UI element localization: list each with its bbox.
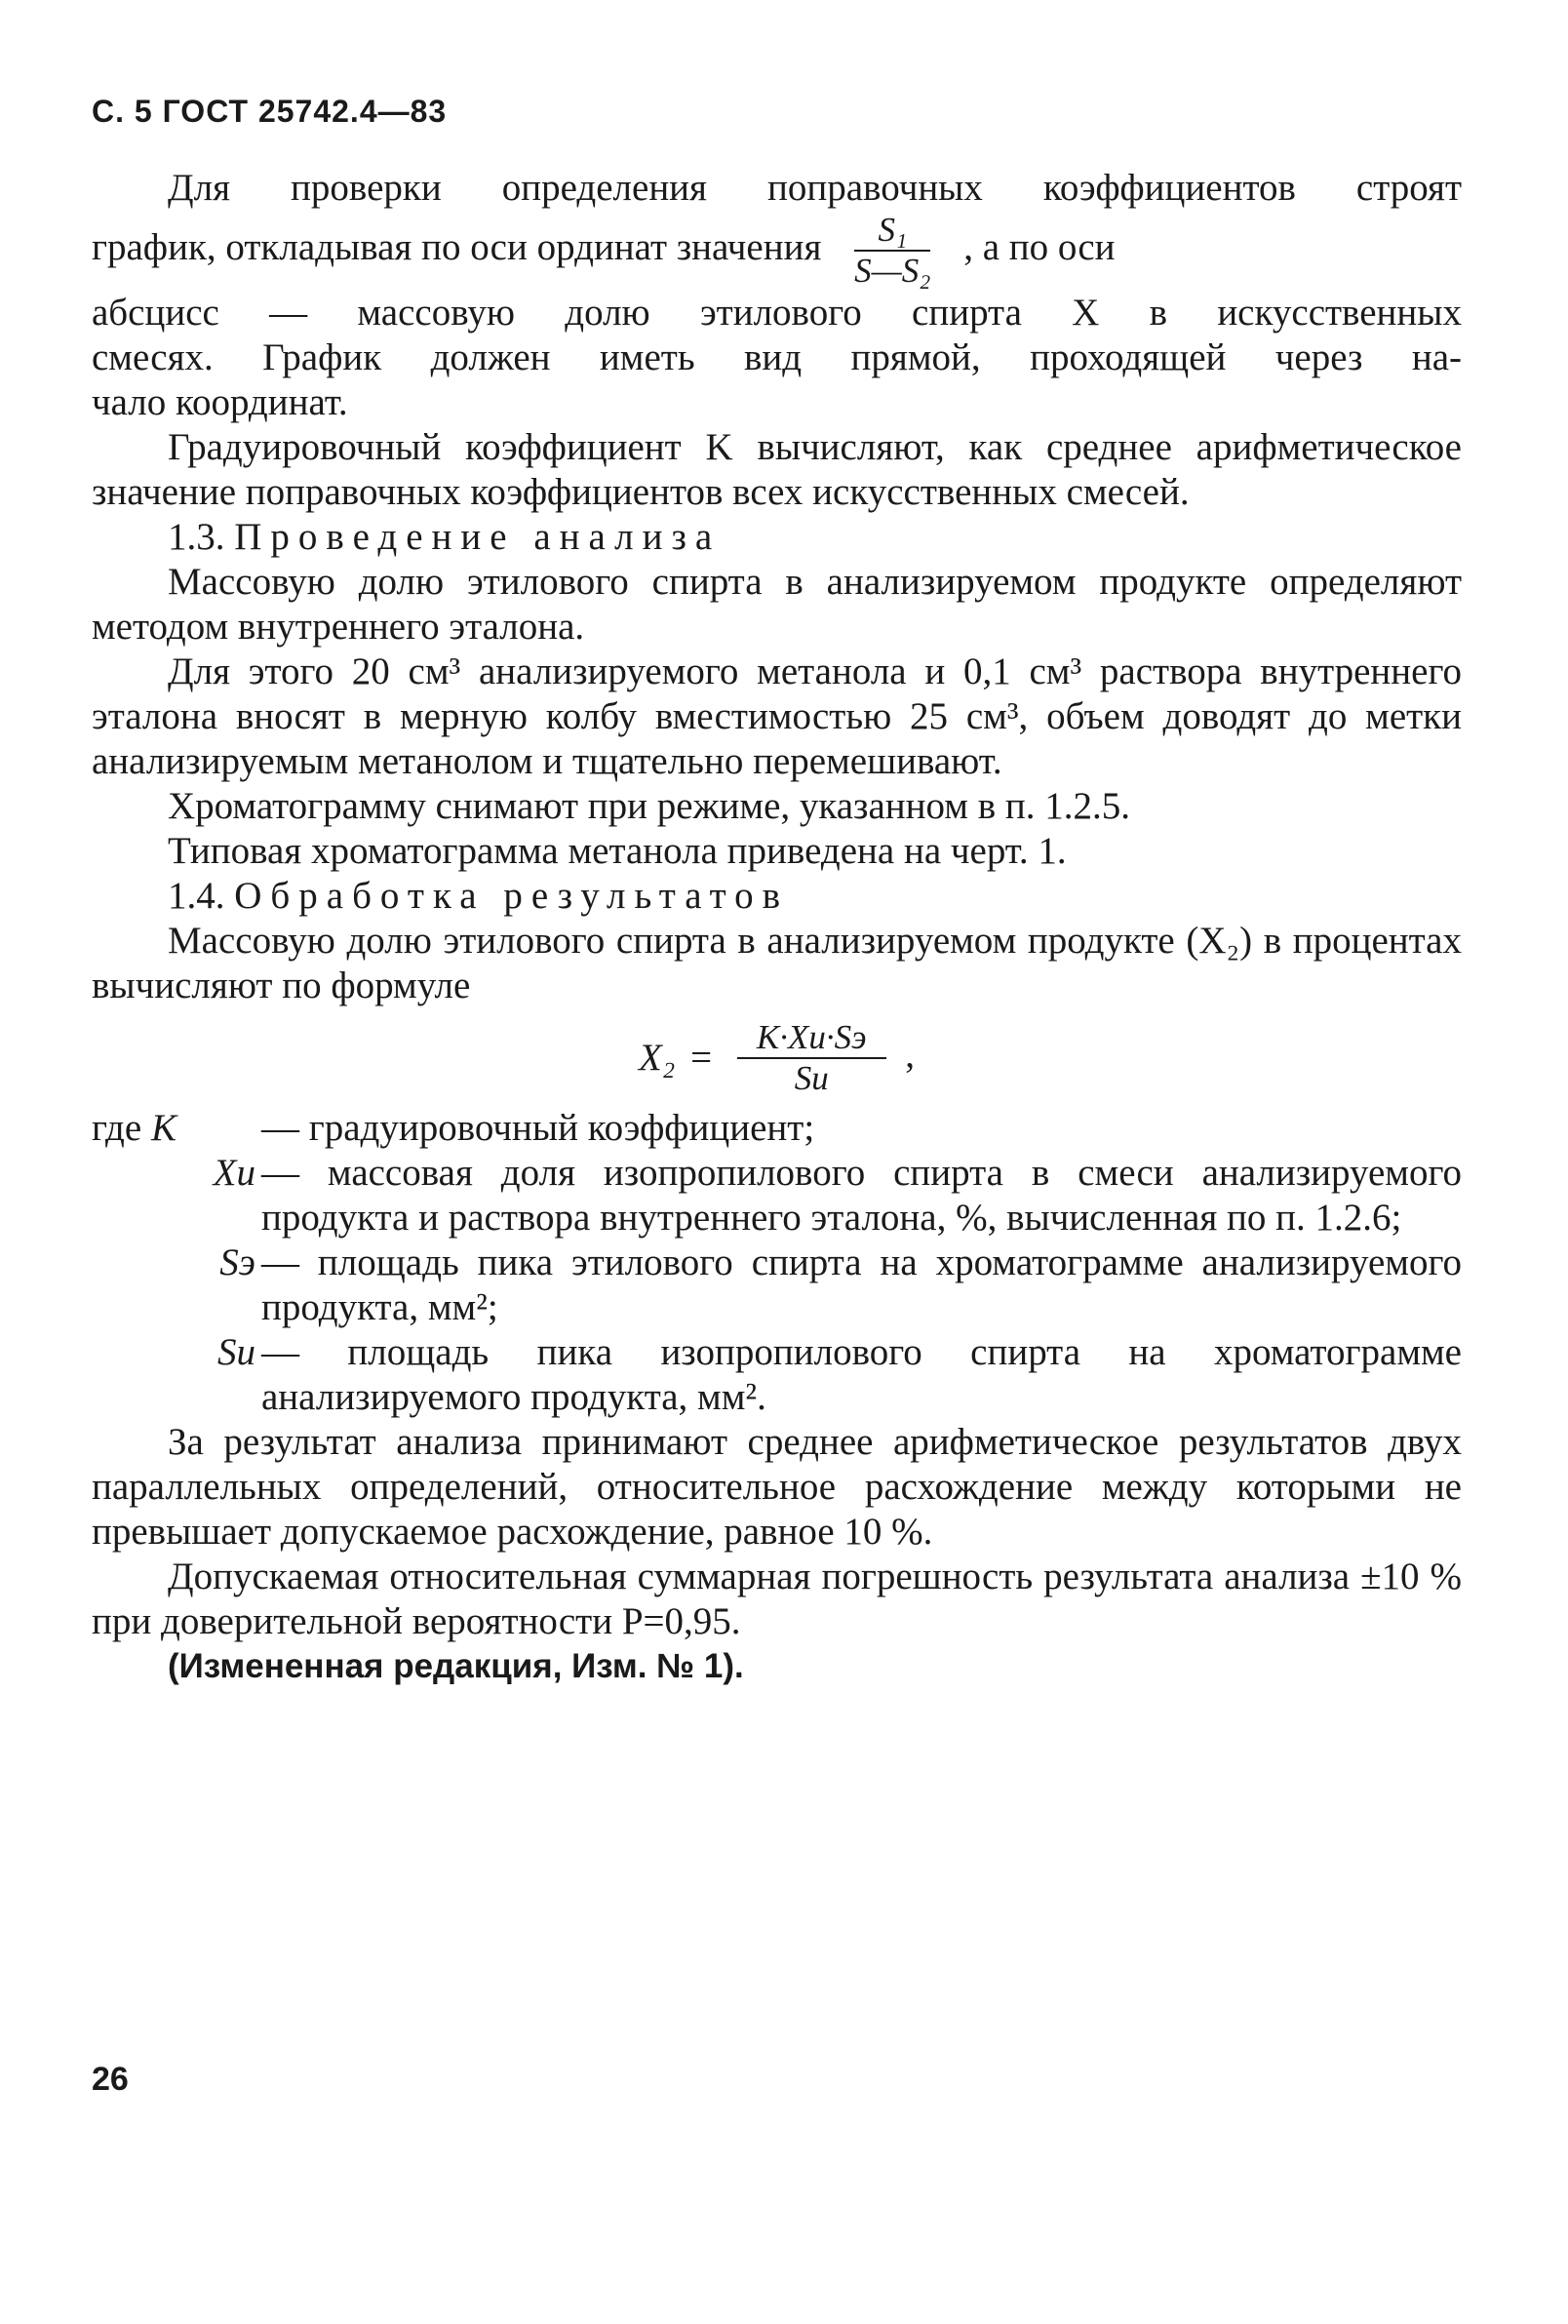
where-label: где [92,1107,142,1149]
paragraph-chromatogram-mode: Хроматограмму снимают при режиме, указанном в п. 1.2.5. [168,785,1130,827]
definition-row [92,1151,1462,1241]
paragraph-method: Массовую долю этилового спирта в анализируемом продукте определяют методом внутреннего эталона. [92,561,1462,648]
definition-row [92,1241,1462,1330]
paragraph-calibration-coefficient: Градуировочный коэффициент K вычисляют, как среднее арифметическое значение поправочных коэффициентов всех искусственных смесей. [92,426,1462,513]
page-number: 26 [92,2061,129,2098]
formula-x2 [92,1018,1462,1098]
section-title: Обработка результатов [234,875,790,917]
definition-row [92,1106,1462,1151]
page-header: С. 5 ГОСТ 25742.4—83 [92,94,448,129]
formula-equals: = [690,1037,713,1079]
definition-symbol: Xи [213,1152,255,1194]
text-line: чало координат. [92,381,348,423]
ratio-fraction [854,211,930,291]
definition-text: — массовая доля изопропилового спирта в смеси анализируемого продукта и раствора внутреннего эталона, %, вычисленная по п. 1.2.6; [261,1152,1462,1239]
definition-symbol: Sэ [219,1241,255,1283]
definition-text: — площадь пика изопропилового спирта на хроматограмме анализируемого продукта, мм². [261,1331,1462,1418]
paragraph-calibration-check [92,166,1462,425]
formula-denominator: Sи [794,1059,829,1097]
section-heading-1-3 [92,515,1462,560]
definition-text: — градуировочный коэффициент; [261,1107,815,1149]
section-number: 1.4. [168,875,225,917]
definition-row [92,1330,1462,1420]
paragraph-procedure: Для этого 20 см³ анализируемого метанола и 0,1 см³ раствора внутреннего эталона вносят в мерную колбу вместимостью 25 см³, объем доводят до метки анализируемым метанолом и тщательно перемешивают. [92,650,1462,782]
section-heading-1-4 [92,874,1462,919]
text-fragment: , а по оси [963,225,1116,268]
fraction-numerator: S₁ [854,211,930,252]
formula-tail: , [905,1033,916,1076]
text-line: абсцисс — массовую долю этилового спирта X в искусственных [92,292,1462,334]
formula-fraction [737,1018,886,1098]
paragraph-result: За результат анализа принимают среднее арифметическое результатов двух параллельных определений, относительное расхождение между которыми не превышает допускаемое расхождение, равное 10 %. [92,1421,1462,1553]
paragraph-formula-intro: Массовую долю этилового спирта в анализируемом продукте (X₂) в процентах вычисляют по формуле [92,920,1462,1006]
fraction-denominator: S—S₂ [854,252,931,290]
text-line: смесях. График должен иметь вид прямой, проходящей через на- [92,336,1462,378]
paragraph-error: Допускаемая относительная суммарная погрешность результата анализа ±10 % при доверительной вероятности P=0,95. [92,1556,1462,1642]
text-fragment: график, откладывая по оси ординат значения [92,225,822,268]
text-line-with-fraction [92,211,1462,291]
definition-symbol: где K [92,1107,176,1149]
variable-definitions [92,1106,1462,1420]
section-number: 1.3. [168,516,225,558]
amendment-note: (Измененная редакция, Изм. № 1). [168,1647,744,1685]
formula-lhs: X₂ [638,1037,676,1079]
formula-numerator: K·Xи·Sэ [737,1018,886,1059]
definition-text: — площадь пика этилового спирта на хроматограмме анализируемого продукта, мм²; [261,1241,1462,1328]
definition-symbol: Sи [217,1331,255,1373]
text-line: Для проверки определения поправочных коэффициентов строят [168,167,1462,209]
document-body [92,166,1462,1689]
section-title: Проведение анализа [234,516,722,558]
paragraph-typical-chromatogram: Типовая хроматограмма метанола приведена на черт. 1. [168,830,1067,872]
